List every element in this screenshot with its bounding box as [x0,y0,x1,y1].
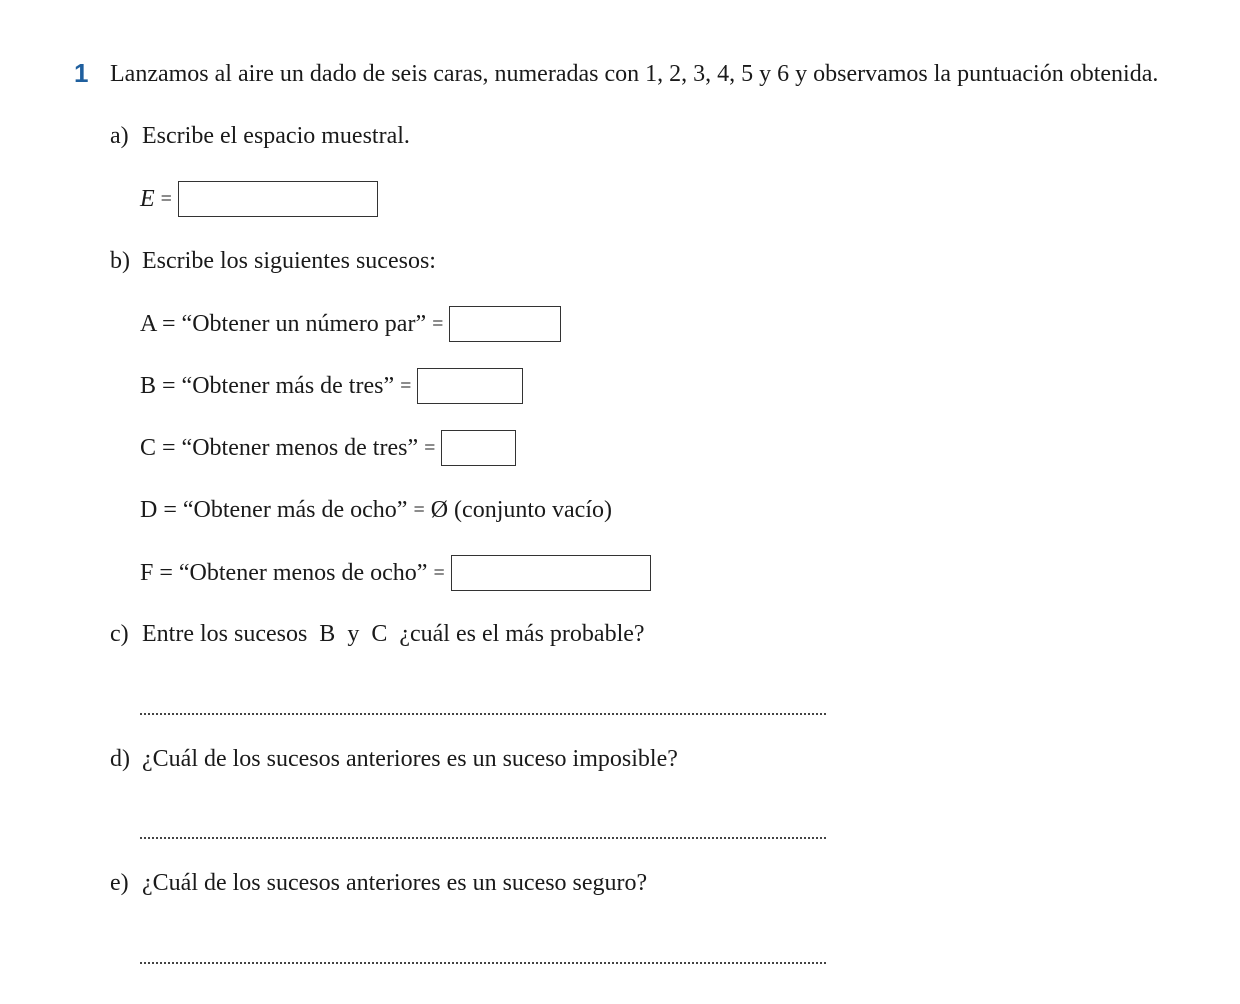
equals-sign: = [160,188,172,210]
event-d-answer: Ø (conjunto vacío) [430,497,612,523]
event-text: F = “Obtener menos de ocho” [140,560,428,586]
part-label: d) [110,746,130,772]
equals-sign: = [413,499,425,521]
exercise-statement: Lanzamos al aire un dado de seis caras, numeradas con 1, 2, 3, 4, 5 y 6 y observamos la puntuación obtenida. [110,61,1159,87]
event-b-answer-box[interactable] [417,368,523,404]
part-label: b) [110,248,130,274]
part-label: c) [110,621,129,647]
event-a-row [140,306,561,342]
part-text: ¿Cuál de los sucesos anteriores es un suceso imposible? [142,746,678,772]
event-text: C = “Obtener menos de tres” [140,435,419,461]
part-text: Escribe el espacio muestral. [142,123,410,149]
part-label: e) [110,870,129,896]
answer-line-c[interactable] [140,713,826,715]
part-text: ¿Cuál de los sucesos anteriores es un suceso seguro? [142,870,648,896]
event-f-answer-box[interactable] [451,555,651,591]
event-f-row [140,555,651,591]
part-e [110,865,647,901]
part-text: Entre los sucesos B y C ¿cuál es el más probable? [142,621,645,647]
answer-line-e[interactable] [140,962,826,964]
part-a [110,118,410,154]
event-b-row [140,368,523,404]
sample-space-row [140,181,378,217]
event-c-answer-box[interactable] [441,430,516,466]
answer-line-d[interactable] [140,837,826,839]
event-d-row [140,492,612,528]
equals-sign: = [433,562,445,584]
equals-sign: = [424,437,436,459]
sample-space-answer-box[interactable] [178,181,378,217]
sample-space-var: E [140,186,155,212]
part-b [110,243,436,279]
event-a-answer-box[interactable] [449,306,561,342]
part-c [110,616,645,652]
part-d [110,741,678,777]
exercise-number: 1 [74,58,89,88]
event-text: B = “Obtener más de tres” [140,373,395,399]
equals-sign: = [432,313,444,335]
event-c-row [140,430,516,466]
equals-sign: = [400,375,412,397]
event-text: D = “Obtener más de ocho” [140,497,408,523]
part-text: Escribe los siguientes sucesos: [142,248,436,274]
part-label: a) [110,123,129,149]
event-text: A = “Obtener un número par” [140,311,427,337]
